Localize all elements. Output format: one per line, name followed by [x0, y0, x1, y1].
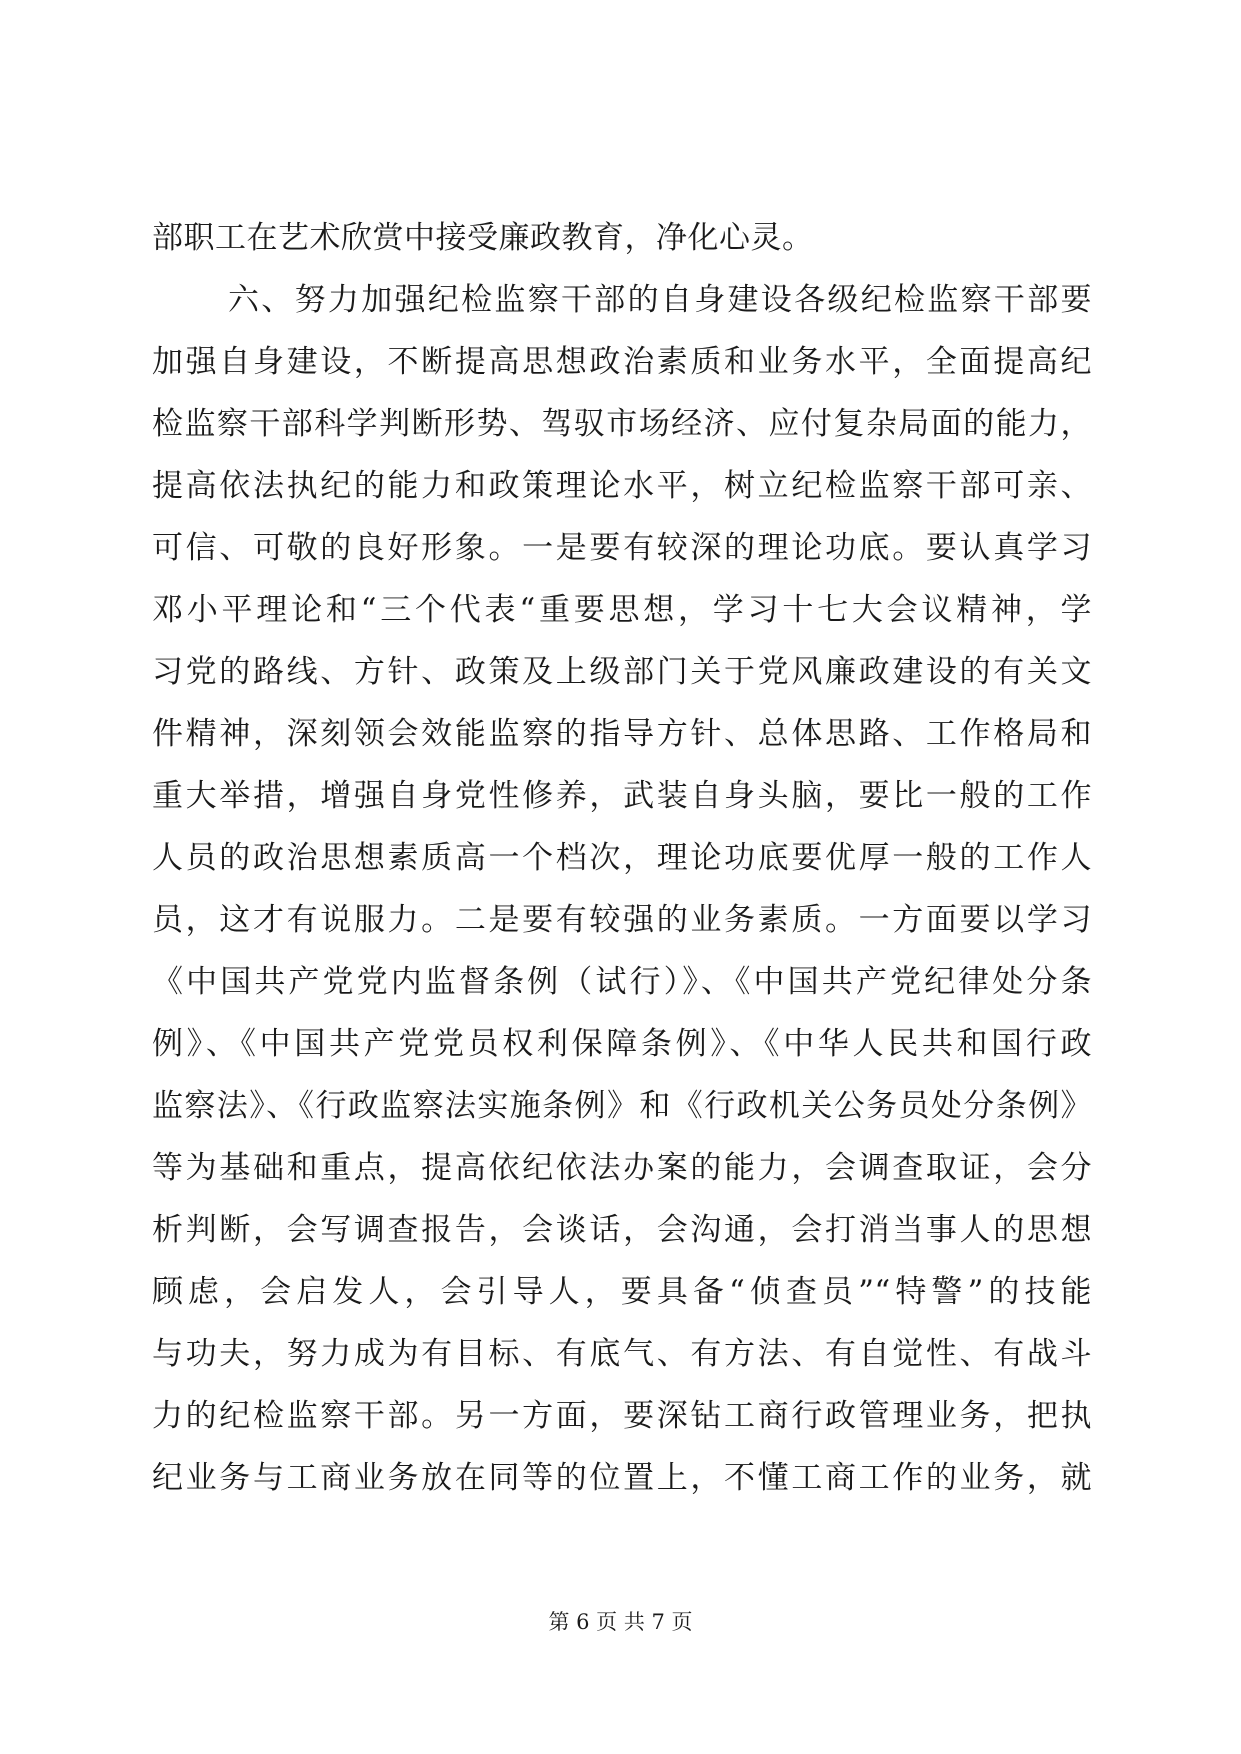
page-number-footer: 第 6 页 共 7 页: [548, 1610, 693, 1634]
text-line: 加强自身建设，不断提高思想政治素质和业务水平，全面提高纪: [152, 344, 1092, 380]
text-line: 与功夫，努力成为有目标、有底气、有方法、有自觉性、有战斗: [152, 1336, 1092, 1372]
text-line: 重大举措，增强自身党性修养，武装自身头脑，要比一般的工作: [152, 778, 1092, 814]
text-line: 例》、《中国共产党党员权利保障条例》、《中华人民共和国行政: [152, 1026, 1092, 1062]
text-line: 习党的路线、方针、政策及上级部门关于党风廉政建设的有关文: [152, 654, 1092, 690]
text-line: 监察法》、《行政监察法实施条例》和《行政机关公务员处分条例》: [152, 1088, 1092, 1124]
text-line: 员，这才有说服力。二是要有较强的业务素质。一方面要以学习: [152, 902, 1092, 938]
text-line: 提高依法执纪的能力和政策理论水平，树立纪检监察干部可亲、: [152, 468, 1092, 504]
text-line: 可信、可敬的良好形象。一是要有较深的理论功底。要认真学习: [152, 530, 1092, 566]
body-text: [152, 207, 1092, 1509]
text-line: 部职工在艺术欣赏中接受廉政教育，净化心灵。: [152, 220, 814, 256]
text-line: 顾虑，会启发人，会引导人，要具备“侦查员”“特警”的技能: [152, 1274, 1092, 1310]
text-line: 等为基础和重点，提高依纪依法办案的能力，会调查取证，会分: [152, 1150, 1092, 1186]
text-line: 检监察干部科学判断形势、驾驭市场经济、应付复杂局面的能力，: [152, 406, 1092, 442]
text-line: 人员的政治思想素质高一个档次，理论功底要优厚一般的工作人: [152, 840, 1092, 876]
text-line: 力的纪检监察干部。另一方面，要深钻工商行政管理业务，把执: [152, 1398, 1092, 1434]
text-line: 析判断，会写调查报告，会谈话，会沟通，会打消当事人的思想: [152, 1212, 1092, 1248]
text-line: 邓小平理论和“三个代表“重要思想，学习十七大会议精神，学: [152, 592, 1092, 628]
text-line: 《中国共产党党内监督条例（试行）》、《中国共产党纪律处分条: [152, 964, 1092, 1000]
text-line: 纪业务与工商业务放在同等的位置上，不懂工商工作的业务，就: [152, 1460, 1092, 1496]
text-line: 件精神，深刻领会效能监察的指导方针、总体思路、工作格局和: [152, 716, 1092, 752]
section-heading-line: 六、努力加强纪检监察干部的自身建设各级纪检监察干部要: [228, 282, 1092, 318]
